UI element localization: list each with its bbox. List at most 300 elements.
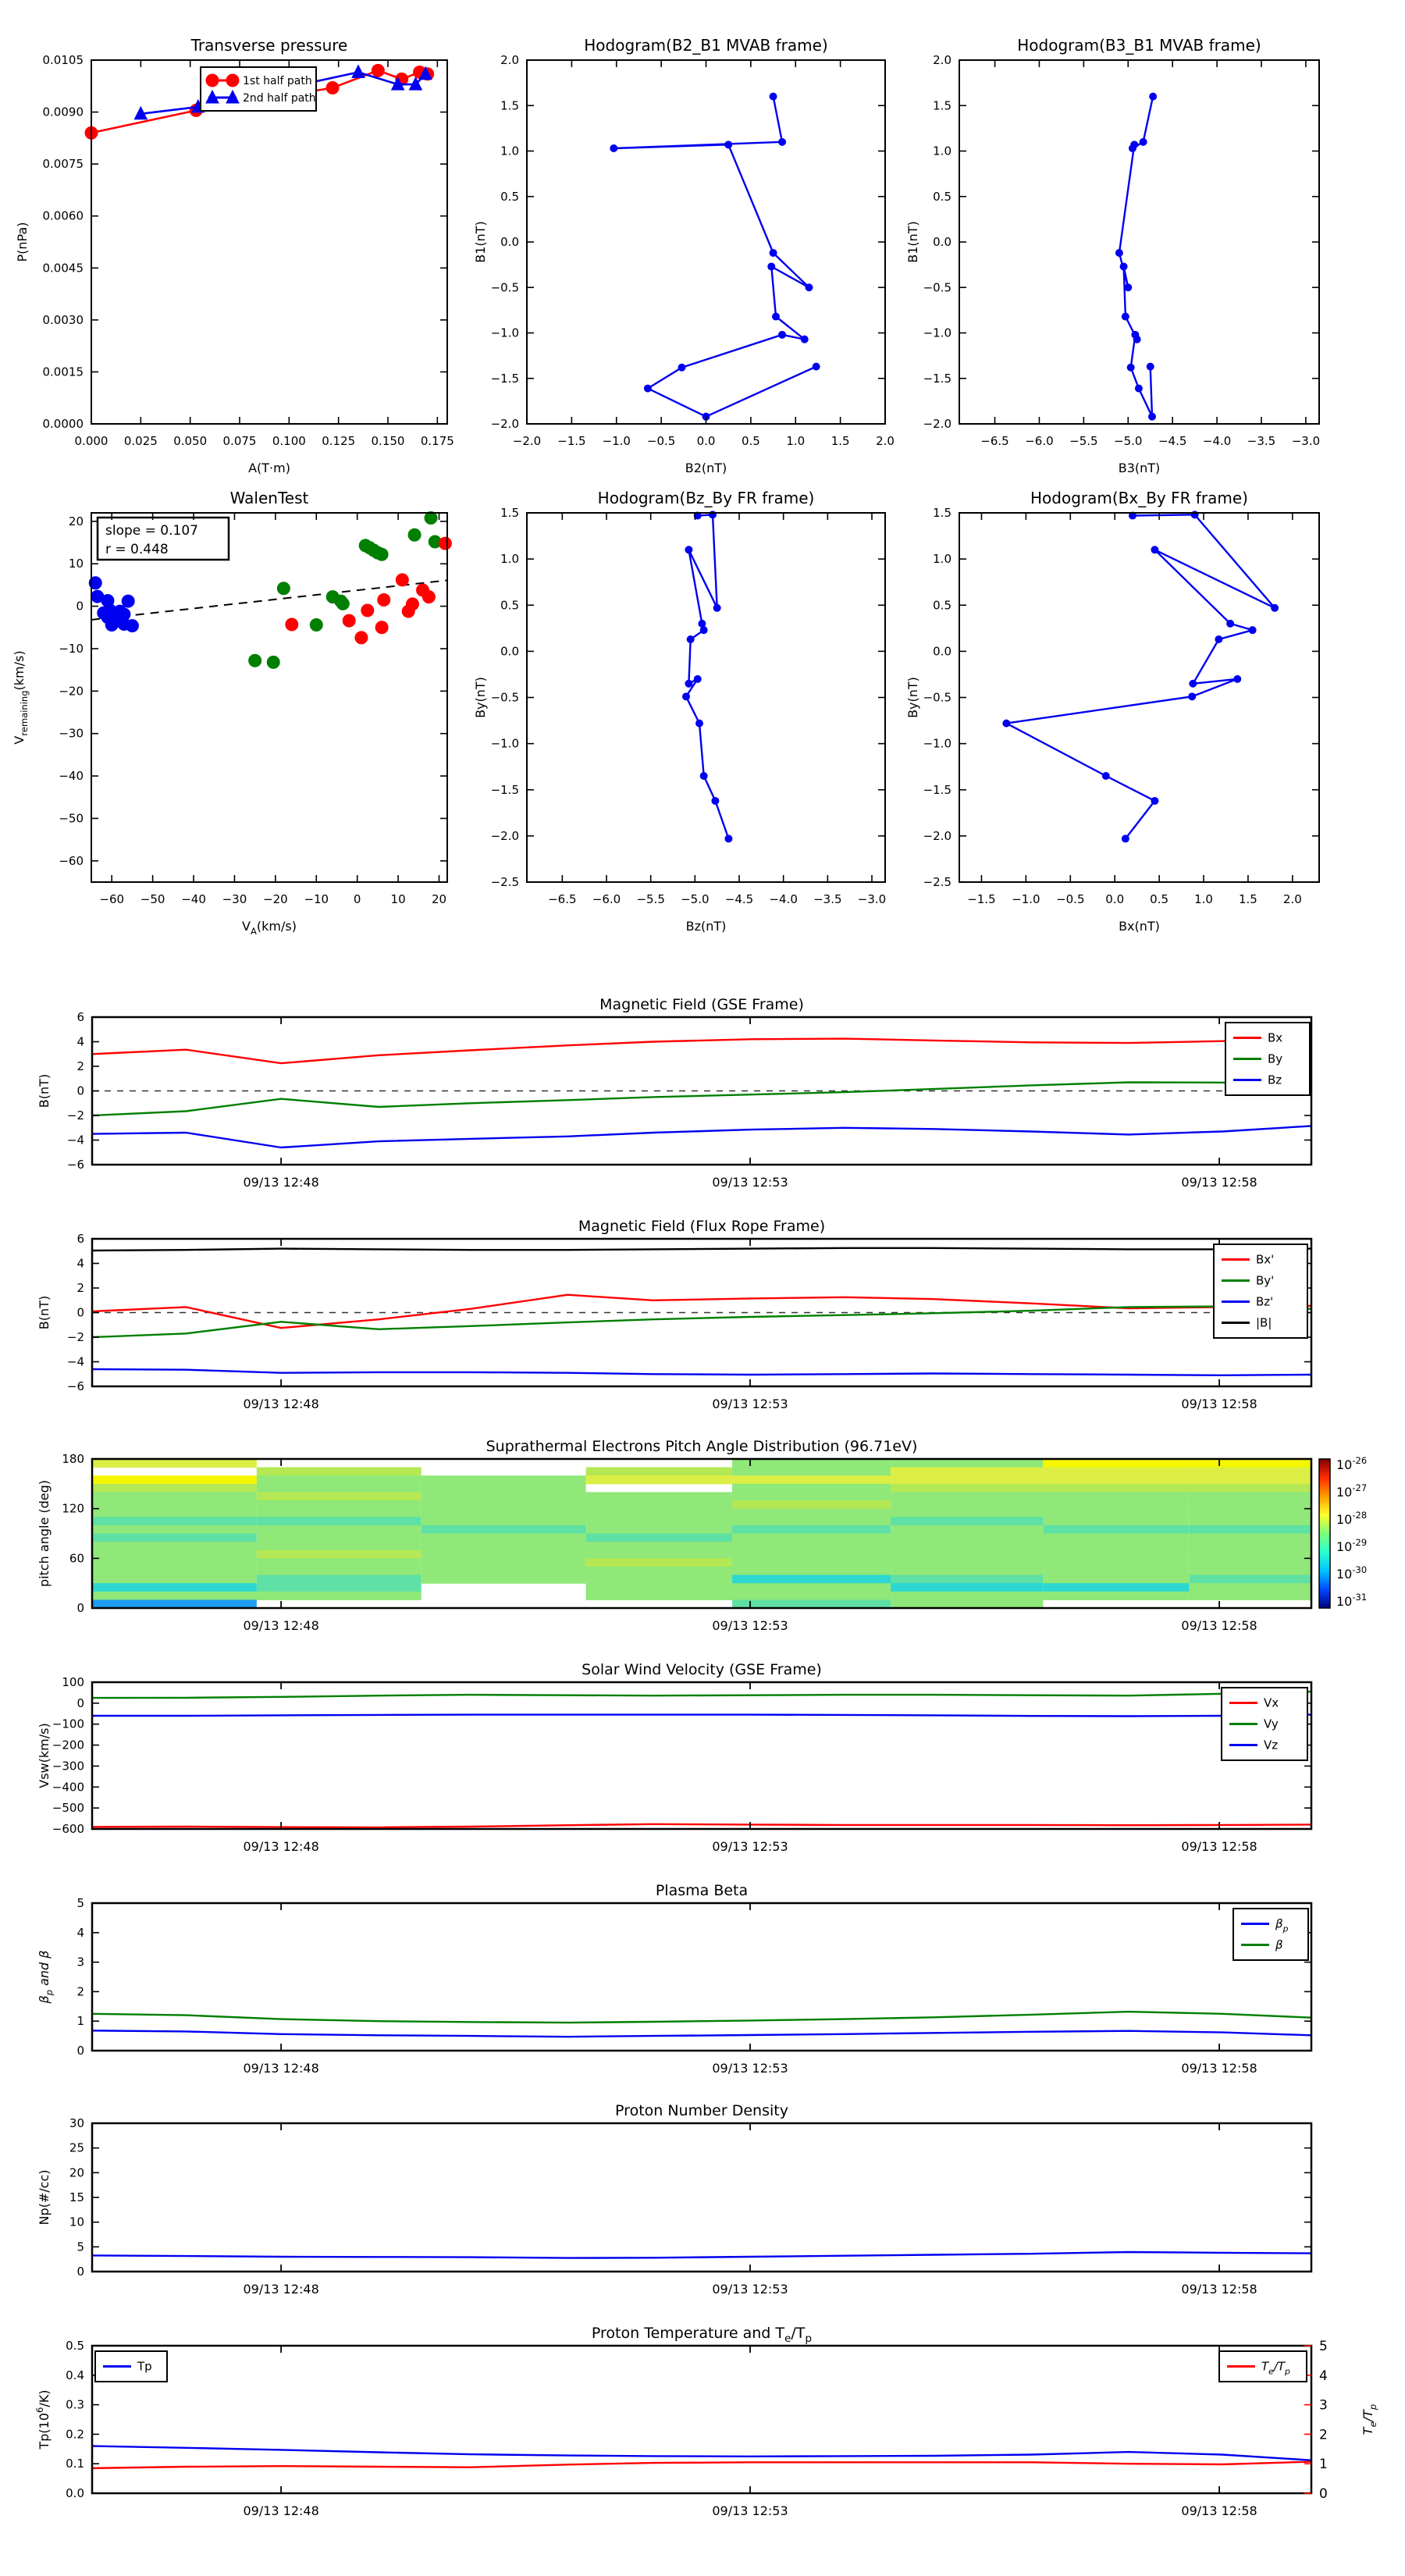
time-tick-label: 09/13 12:48 [243, 2282, 319, 2297]
y-tick-label: 120 [62, 1501, 84, 1516]
y-tick-label: −50 [59, 811, 84, 826]
legend-label: By' [1256, 1273, 1275, 1288]
heatmap-cell [92, 1500, 257, 1509]
x-tick-label: 0.150 [371, 434, 405, 448]
series-vx [92, 1824, 1311, 1827]
y-tick-label: −1.0 [923, 326, 951, 340]
colorbar-tick-label: $10^{-31}$ [1336, 1592, 1368, 1609]
axes-frame [92, 2123, 1311, 2272]
y-tick-label: 15 [69, 2190, 84, 2204]
x-tick-label: −40 [181, 892, 206, 906]
y-tick-label: −2.0 [923, 417, 951, 431]
heatmap-cell [422, 1475, 586, 1484]
y-tick-label: 180 [62, 1452, 84, 1466]
circle-marker [1131, 141, 1138, 148]
x-tick-label: −5.5 [636, 892, 665, 906]
circle-marker [406, 598, 418, 610]
series-tp [92, 2446, 1311, 2460]
heatmap-cell [257, 1525, 422, 1534]
time-tick-label: 09/13 12:58 [1181, 2503, 1257, 2518]
y-tick-label: −1.5 [490, 782, 519, 797]
series-bz [92, 1126, 1311, 1147]
circle-marker [712, 797, 719, 804]
x-tick-label: 0.175 [420, 434, 454, 448]
heatmap-cell [891, 1550, 1043, 1559]
circle-marker [813, 363, 820, 370]
y-tick-label: 0.0045 [42, 261, 84, 276]
axes-frame [92, 1239, 1311, 1386]
y-tick-label: −60 [59, 853, 84, 868]
y-tick-label: 10 [69, 2215, 84, 2229]
y-tick-label: 0.0 [66, 2486, 84, 2500]
heatmap-cell [1043, 1575, 1189, 1584]
x-tick-label: 20 [431, 892, 447, 906]
x-tick-label: −6.0 [1025, 434, 1054, 448]
heatmap-cell [732, 1484, 891, 1493]
heatmap-cell [1190, 1534, 1311, 1542]
chart-hodogram-b2-b1 [473, 36, 895, 475]
y-axis-label: Vsw(km/s) [37, 1723, 52, 1788]
circle-marker [1147, 363, 1154, 370]
circle-marker [801, 336, 808, 343]
y-tick-label: 0 [76, 2265, 84, 2279]
circle-marker [779, 138, 786, 145]
x-axis-label: B3(nT) [1118, 461, 1161, 475]
heatmap-cell [92, 1550, 257, 1559]
x-tick-label: −6.5 [980, 434, 1009, 448]
axes-frame [959, 513, 1319, 882]
y-tick-label: 0.0105 [42, 53, 84, 67]
heatmap-cell [1043, 1484, 1189, 1493]
colorbar-tick-label: $10^{-30}$ [1336, 1564, 1368, 1582]
y-tick-label: 0.5 [500, 189, 519, 204]
x-tick-label: 0.0 [696, 434, 716, 448]
heatmap-cell [92, 1492, 257, 1500]
series-bx [92, 1039, 1311, 1064]
circle-marker [126, 620, 138, 632]
x-tick-label: 2.0 [876, 434, 895, 448]
legend-label: Bx [1268, 1030, 1283, 1045]
x-tick-label: 1.0 [786, 434, 806, 448]
heatmap-cell [586, 1575, 732, 1584]
circle-marker [1127, 364, 1134, 371]
circle-marker [1150, 93, 1157, 100]
heatmap-cell [891, 1484, 1043, 1493]
heatmap-cell [92, 1459, 257, 1468]
heatmap-cell [1043, 1468, 1189, 1476]
time-tick-label: 09/13 12:58 [1181, 1175, 1257, 1190]
y-tick-label: 1.0 [933, 552, 951, 567]
y-tick-label: 1.5 [933, 506, 951, 520]
heatmap-cell [1190, 1468, 1311, 1476]
time-tick-label: 09/13 12:58 [1181, 1839, 1257, 1854]
heatmap-cell [1190, 1525, 1311, 1534]
series-np [92, 2252, 1311, 2258]
circle-marker [326, 82, 339, 94]
heatmap-cell [1190, 1459, 1311, 1468]
heatmap-cell [732, 1459, 891, 1468]
y-tick-label: −4 [66, 1354, 84, 1369]
chart-hodogram-b3-b1 [905, 36, 1320, 475]
chart-title: Plasma Beta [655, 1882, 749, 1899]
heatmap-cell [586, 1468, 732, 1476]
x-tick-label: 10 [390, 892, 406, 906]
x-tick-label: −0.5 [646, 434, 676, 448]
heatmap-cell [92, 1542, 257, 1550]
y-tick-label: 2 [76, 1281, 84, 1295]
heatmap-cell [92, 1583, 257, 1592]
heatmap-cell [586, 1509, 732, 1517]
heatmap-cell [586, 1550, 732, 1559]
x-tick-label: 1.5 [831, 434, 850, 448]
chart-title: Transverse pressure [190, 36, 348, 55]
heatmap-cell [422, 1517, 586, 1525]
y-tick-label: 2 [76, 1984, 84, 1999]
heatmap-cell [422, 1575, 586, 1584]
heatmap-cell [422, 1567, 586, 1575]
heatmap-cell [1043, 1542, 1189, 1550]
heatmap-cell [891, 1575, 1043, 1584]
heatmap-cell [586, 1500, 732, 1509]
heatmap-cell [1190, 1475, 1311, 1484]
y-tick-label: −0.5 [490, 280, 519, 295]
heatmap-cell [422, 1492, 586, 1500]
heatmap-cell [1043, 1500, 1189, 1509]
y-tick-label: 0.0 [933, 235, 951, 249]
heatmap-cell [1043, 1459, 1189, 1468]
colorbar-tick-label: $10^{-27}$ [1336, 1482, 1368, 1500]
chart-vsw [37, 1661, 1311, 1854]
x-tick-label: 0.050 [173, 434, 208, 448]
y-axis-label: $V_{remaining}(km/s)$ [12, 650, 30, 745]
heatmap-cell [586, 1583, 732, 1592]
x-tick-label: −1.5 [967, 892, 996, 906]
chart-title: Hodogram(B3_B1 MVAB frame) [1017, 36, 1261, 55]
circle-marker [678, 364, 685, 371]
y-tick-label: −1.5 [923, 371, 951, 386]
circle-marker [1102, 773, 1109, 780]
heatmap-cell [732, 1525, 891, 1534]
circle-marker [361, 604, 374, 617]
y-tick-label: −500 [52, 1801, 84, 1816]
heatmap-cell [1043, 1534, 1189, 1542]
heatmap-cell [891, 1492, 1043, 1500]
chart-hodogram-bx-by [905, 489, 1319, 934]
y-tick-label: 3 [76, 1955, 84, 1969]
y-tick-label: −100 [52, 1717, 84, 1731]
x-tick-label: −60 [99, 892, 125, 906]
stats-r: r = 0.448 [105, 542, 169, 557]
y-tick-label: −1.0 [923, 736, 951, 751]
y-tick-label: 100 [62, 1675, 84, 1689]
x-tick-label: 0.000 [74, 434, 108, 448]
y-tick-label: 0.5 [933, 598, 951, 613]
colorbar-tick-label: $10^{-26}$ [1336, 1455, 1368, 1472]
chart-title: Hodogram(Bz_By FR frame) [597, 489, 815, 507]
heatmap-cell [586, 1542, 732, 1550]
heatmap-cell [422, 1542, 586, 1550]
circle-marker [770, 249, 777, 256]
circle-marker [422, 591, 435, 603]
right-y-tick-label: 3 [1319, 2397, 1328, 2414]
right-y-tick-label: 2 [1319, 2427, 1328, 2443]
axes-frame [959, 60, 1319, 424]
circle-marker [206, 74, 219, 87]
circle-marker [375, 621, 388, 634]
y-tick-label: 20 [68, 514, 84, 528]
circle-marker [396, 574, 408, 586]
circle-marker [122, 595, 134, 607]
chart-title: Hodogram(B2_B1 MVAB frame) [584, 36, 828, 55]
circle-marker [286, 618, 298, 631]
circle-marker [1227, 620, 1234, 627]
y-tick-label: −2 [66, 1330, 84, 1344]
x-tick-label: 1.0 [1194, 892, 1213, 906]
circle-marker [372, 64, 384, 76]
legend-label: Tp [137, 2359, 152, 2374]
heatmap-cell [257, 1468, 422, 1476]
x-tick-label: −5.0 [681, 892, 710, 906]
heatmap-cell [257, 1550, 422, 1559]
x-tick-label: −3.5 [1247, 434, 1276, 448]
series-p [92, 2030, 1311, 2037]
circle-marker [439, 537, 451, 550]
y-tick-label: 0.0075 [42, 157, 84, 172]
heatmap-cell [732, 1509, 891, 1517]
legend-label: β [1275, 1937, 1283, 1952]
y-axis-label: By(nT) [905, 677, 920, 718]
y-axis-label: Np(#/cc) [37, 2169, 52, 2226]
heatmap-cell [1043, 1558, 1189, 1567]
legend-label: Vx [1264, 1695, 1279, 1710]
x-tick-label: −4.0 [1202, 434, 1232, 448]
triangle-marker [352, 66, 365, 78]
heatmap-cell [257, 1567, 422, 1575]
heatmap-cell [422, 1558, 586, 1567]
y-tick-label: −300 [52, 1759, 84, 1774]
time-tick-label: 09/13 12:53 [712, 2061, 788, 2076]
y-tick-label: 10 [68, 557, 84, 571]
y-tick-label: 1.0 [933, 144, 951, 158]
circle-marker [1140, 138, 1147, 145]
time-tick-label: 09/13 12:48 [243, 1618, 319, 1633]
heatmap-cell [422, 1550, 586, 1559]
circle-marker [1120, 263, 1127, 270]
circle-marker [713, 604, 720, 611]
y-tick-label: 1.0 [500, 552, 519, 567]
legend-label: 2nd half path [243, 92, 316, 105]
legend-label: Vy [1264, 1717, 1279, 1731]
y-tick-label: 2.0 [933, 53, 951, 67]
y-tick-label: 1.0 [500, 144, 519, 158]
y-tick-label: 0 [76, 1601, 84, 1615]
heatmap-cell [732, 1542, 891, 1550]
circle-marker [1125, 284, 1132, 291]
legend-label: Bz [1268, 1073, 1282, 1087]
right-y-tick-label: 5 [1319, 2339, 1328, 2354]
time-tick-label: 09/13 12:48 [243, 2503, 319, 2518]
time-tick-label: 09/13 12:53 [712, 1839, 788, 1854]
time-tick-label: 09/13 12:58 [1181, 1618, 1257, 1633]
y-axis-label: P(nPa) [15, 222, 30, 262]
heatmap-cell [891, 1534, 1043, 1542]
time-tick-label: 09/13 12:53 [712, 2282, 788, 2297]
heatmap-cell [257, 1558, 422, 1567]
circle-marker [226, 74, 239, 87]
colorbar [1319, 1455, 1367, 1609]
legend-label: 1st half path [243, 75, 312, 87]
y-tick-label: −10 [59, 641, 84, 656]
y-tick-label: 0.0 [933, 644, 951, 659]
heatmap-cell [257, 1500, 422, 1509]
heatmap-cell [257, 1583, 422, 1592]
time-tick-label: 09/13 12:48 [243, 1175, 319, 1190]
axes-frame [527, 513, 885, 882]
y-tick-label: 0 [76, 1083, 84, 1098]
y-tick-label: −1.0 [490, 326, 519, 340]
chart-title: Magnetic Field (Flux Rope Frame) [578, 1218, 826, 1235]
legend-label: |B| [1256, 1315, 1272, 1330]
circle-marker [779, 331, 786, 338]
x-tick-label: −1.0 [1012, 892, 1040, 906]
series-vy [92, 1692, 1311, 1698]
y-tick-label: 2.0 [500, 53, 519, 67]
y-tick-label: 0.0 [500, 235, 519, 249]
circle-marker [687, 636, 694, 643]
series-vz [92, 1715, 1311, 1717]
x-tick-label: −6.0 [592, 892, 621, 906]
heatmap-cell [1043, 1592, 1189, 1600]
x-tick-label: −4.5 [724, 892, 754, 906]
heatmap-cell [732, 1567, 891, 1575]
heatmap-cell [891, 1558, 1043, 1567]
circle-marker [408, 528, 421, 541]
circle-marker [378, 593, 390, 606]
heatmap-cell [92, 1525, 257, 1534]
y-tick-label: 0.0060 [42, 208, 84, 223]
heatmap-cell [891, 1525, 1043, 1534]
chart-title: Solar Wind Velocity (GSE Frame) [582, 1661, 822, 1678]
circle-marker [773, 313, 780, 320]
x-tick-label: 2.0 [1282, 892, 1302, 906]
axes-frame [92, 1903, 1311, 2051]
x-tick-label: 0.0 [1105, 892, 1125, 906]
y-tick-label: 0.0090 [42, 105, 84, 119]
legend-label: Vz [1264, 1738, 1279, 1752]
circle-marker [1215, 636, 1222, 643]
y-tick-label: 4 [76, 1925, 84, 1940]
x-tick-label: −1.0 [602, 434, 631, 448]
x-tick-label: 1.5 [1239, 892, 1257, 906]
y-tick-label: −400 [52, 1780, 84, 1795]
series-bz [92, 1369, 1311, 1375]
x-tick-label: −5.0 [1114, 434, 1143, 448]
heatmap-cell [92, 1575, 257, 1584]
chart-sepad [37, 1438, 1367, 1633]
heatmap-cell [1190, 1492, 1311, 1500]
circle-marker [725, 141, 732, 148]
y-tick-label: 0.0 [500, 644, 519, 659]
heatmap-cell [732, 1475, 891, 1484]
time-tick-label: 09/13 12:53 [712, 1618, 788, 1633]
x-axis-label: B2(nT) [685, 461, 727, 475]
heatmap-cell [732, 1575, 891, 1584]
heatmap-cell [732, 1550, 891, 1559]
y-tick-label: 1.5 [500, 98, 519, 113]
heatmap-cell [586, 1592, 732, 1600]
heatmap-cell [257, 1484, 422, 1493]
circle-marker [1115, 249, 1122, 256]
heatmap-cell [257, 1492, 422, 1500]
y-tick-label: 0.1 [66, 2457, 84, 2471]
heatmap-cell [586, 1517, 732, 1525]
heatmap-cell [1043, 1517, 1189, 1525]
heatmap-cell [92, 1517, 257, 1525]
chart-proton-temp [34, 2325, 1378, 2518]
heatmap-cell [586, 1567, 732, 1575]
y-tick-label: 4 [76, 1256, 84, 1271]
heatmap-cell [732, 1468, 891, 1476]
y-tick-label: 5 [76, 1896, 84, 1910]
heatmap-cell [732, 1592, 891, 1600]
right-y-axis-label: $T_e/T_p$ [1361, 2403, 1378, 2435]
y-tick-label: −6 [66, 1158, 84, 1172]
heatmap-cell [891, 1475, 1043, 1484]
y-tick-label: 25 [69, 2140, 84, 2155]
circle-marker [1190, 680, 1197, 687]
fit-line [91, 580, 447, 620]
x-tick-label: 0.075 [222, 434, 257, 448]
y-tick-label: 30 [69, 2116, 84, 2130]
y-tick-label: 0 [76, 1305, 84, 1320]
heatmap-cell [1190, 1542, 1311, 1550]
x-tick-label: −3.0 [1291, 434, 1321, 448]
y-tick-label: 0.0015 [42, 365, 84, 379]
heatmap-cell [891, 1517, 1043, 1525]
circle-marker [355, 632, 368, 644]
circle-marker [644, 385, 651, 392]
x-tick-label: 0.5 [741, 434, 760, 448]
y-tick-label: 0.0000 [42, 417, 84, 431]
circle-marker [699, 620, 706, 627]
legend-label: By [1268, 1051, 1283, 1066]
heatmap-cell [1190, 1558, 1311, 1567]
heatmap-cell [1190, 1583, 1311, 1592]
heatmap-cell [1043, 1509, 1189, 1517]
circle-marker [1151, 546, 1158, 553]
y-axis-label: B(nT) [37, 1073, 52, 1108]
heatmap-cell [92, 1509, 257, 1517]
heatmap-cell [732, 1534, 891, 1542]
heatmap-cell [92, 1475, 257, 1484]
circle-marker [1003, 720, 1010, 727]
circle-marker [700, 627, 707, 634]
circle-marker [1189, 693, 1196, 700]
heatmap-cell [422, 1525, 586, 1534]
x-tick-label: −50 [140, 892, 165, 906]
x-tick-label: −4.0 [769, 892, 798, 906]
circle-marker [1122, 835, 1129, 842]
y-tick-label: −600 [52, 1822, 84, 1836]
chart-proton-density [37, 2102, 1311, 2297]
circle-marker [700, 773, 707, 780]
circle-marker [770, 93, 777, 100]
chart-title: Proton Temperature and $T_e/T_p$ [591, 2325, 813, 2345]
x-tick-label: −5.5 [1069, 434, 1098, 448]
y-tick-label: −2.0 [490, 417, 519, 431]
y-axis-label: By(nT) [473, 677, 488, 718]
heatmap-cell [891, 1459, 1043, 1468]
